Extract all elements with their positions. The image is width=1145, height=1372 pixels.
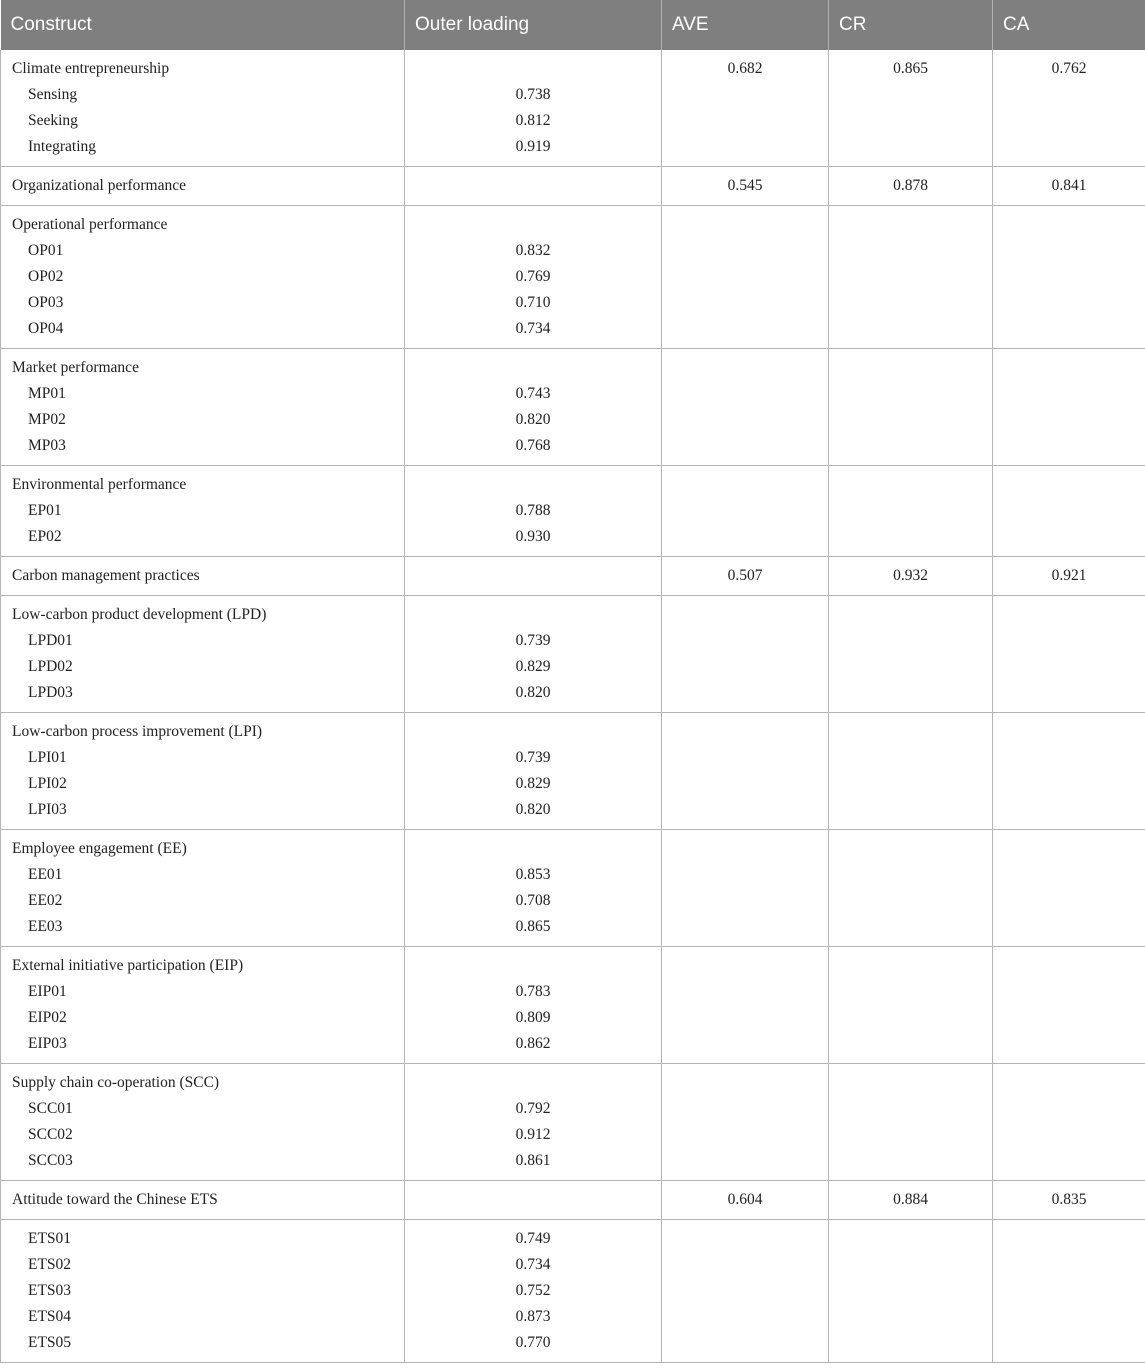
indicator-name: EIP03 — [28, 1035, 67, 1052]
ave-value — [662, 602, 828, 628]
cr-value — [829, 602, 992, 628]
indicator-name: ETS03 — [28, 1282, 72, 1299]
indicator-name: EE01 — [28, 866, 63, 883]
cr-value — [829, 212, 992, 238]
ca-cell — [993, 557, 1145, 596]
ca-value — [993, 719, 1145, 745]
ca-value: 0.762 — [1051, 60, 1087, 77]
outer-loading-cell — [405, 596, 662, 713]
construct-name: Operational performance — [12, 216, 168, 233]
ave-value — [662, 355, 828, 381]
ca-cell — [993, 466, 1145, 557]
outer-loading-cell — [405, 206, 662, 349]
ave-value: 0.604 — [727, 1191, 763, 1208]
spacer — [405, 719, 661, 745]
ca-value — [993, 953, 1145, 979]
spacer — [405, 173, 661, 199]
indicator-name: LPI02 — [28, 775, 67, 792]
ca-value: 0.841 — [1051, 177, 1087, 194]
spacer — [405, 1187, 661, 1213]
indicator-name: SCC03 — [28, 1152, 73, 1169]
ca-value — [993, 602, 1145, 628]
outer-loading-value: 0.820 — [515, 411, 551, 428]
ave-cell — [662, 557, 829, 596]
ave-value — [662, 472, 828, 498]
indicator-name: EIP01 — [28, 983, 67, 1000]
construct-cell — [1, 349, 405, 466]
outer-loading-value: 0.930 — [515, 528, 551, 545]
ca-cell — [993, 167, 1145, 206]
ca-cell — [993, 947, 1145, 1064]
cr-value: 0.878 — [893, 177, 928, 194]
cr-cell — [829, 50, 993, 167]
ca-cell — [993, 206, 1145, 349]
spacer — [405, 472, 661, 498]
outer-loading-cell — [405, 947, 662, 1064]
ave-cell — [662, 167, 829, 206]
outer-loading-value: 0.749 — [515, 1230, 551, 1247]
ave-value: 0.507 — [727, 567, 763, 584]
outer-loading-value: 0.770 — [515, 1334, 551, 1351]
ave-cell — [662, 1181, 829, 1220]
construct-name: Carbon management practices — [12, 567, 200, 584]
cr-cell — [829, 349, 993, 466]
header-ca: CA — [993, 0, 1145, 50]
cr-value — [829, 472, 992, 498]
ca-value — [993, 212, 1145, 238]
outer-loading-cell — [405, 466, 662, 557]
construct-cell — [1, 50, 405, 167]
cr-cell — [829, 206, 993, 349]
cr-cell — [829, 1064, 993, 1181]
indicator-name: LPD03 — [28, 684, 73, 701]
ave-value: 0.682 — [727, 60, 763, 77]
table-row — [1, 50, 1145, 167]
ave-cell — [662, 947, 829, 1064]
ave-value — [662, 836, 828, 862]
ca-cell — [993, 50, 1145, 167]
construct-name: Attitude toward the Chinese ETS — [12, 1191, 218, 1208]
table-header — [1, 0, 1145, 50]
table-row — [1, 596, 1145, 713]
ave-cell — [662, 206, 829, 349]
outer-loading-value: 0.739 — [515, 749, 551, 766]
construct-cell — [1, 557, 405, 596]
construct-cell — [1, 713, 405, 830]
outer-loading-value: 0.832 — [515, 242, 551, 259]
cr-value: 0.884 — [893, 1191, 928, 1208]
ca-value — [993, 836, 1145, 862]
ca-cell — [993, 596, 1145, 713]
construct-name: Market performance — [12, 359, 139, 376]
cr-value — [829, 1226, 992, 1252]
ave-value: 0.545 — [727, 177, 763, 194]
ca-value — [993, 472, 1145, 498]
indicator-name: EP02 — [28, 528, 62, 545]
outer-loading-value: 0.809 — [515, 1009, 551, 1026]
outer-loading-value: 0.919 — [515, 138, 551, 155]
indicator-name: MP01 — [28, 385, 66, 402]
cr-cell — [829, 1181, 993, 1220]
outer-loading-value: 0.769 — [515, 268, 551, 285]
ca-cell — [993, 830, 1145, 947]
header-construct: Construct — [1, 0, 405, 50]
construct-name: Employee engagement (EE) — [12, 840, 187, 857]
outer-loading-cell — [405, 713, 662, 830]
outer-loading-cell — [405, 1064, 662, 1181]
cr-cell — [829, 947, 993, 1064]
construct-cell — [1, 596, 405, 713]
ave-value — [662, 1070, 828, 1096]
outer-loading-value: 0.708 — [515, 892, 551, 909]
indicator-name: OP03 — [28, 294, 64, 311]
outer-loading-cell — [405, 1181, 662, 1220]
indicator-name: MP02 — [28, 411, 66, 428]
outer-loading-value: 0.853 — [515, 866, 551, 883]
cr-value: 0.932 — [893, 567, 928, 584]
outer-loading-value: 0.710 — [515, 294, 551, 311]
spacer — [405, 836, 661, 862]
outer-loading-value: 0.912 — [515, 1126, 551, 1143]
indicator-name: ETS04 — [28, 1308, 72, 1325]
construct-cell — [1, 947, 405, 1064]
indicator-name: LPD02 — [28, 658, 73, 675]
cr-value — [829, 355, 992, 381]
spacer — [405, 953, 661, 979]
outer-loading-cell — [405, 349, 662, 466]
table-body — [1, 50, 1145, 1363]
table-row — [1, 557, 1145, 596]
indicator-name: LPI03 — [28, 801, 67, 818]
header-cr: CR — [829, 0, 993, 50]
ave-cell — [662, 1220, 829, 1363]
construct-name: Low-carbon product development (LPD) — [12, 606, 267, 623]
ave-cell — [662, 466, 829, 557]
ca-cell — [993, 1220, 1145, 1363]
construct-cell — [1, 1220, 405, 1363]
construct-cell — [1, 206, 405, 349]
table-row — [1, 349, 1145, 466]
outer-loading-cell — [405, 167, 662, 206]
outer-loading-cell — [405, 557, 662, 596]
outer-loading-cell — [405, 830, 662, 947]
indicator-name: ETS01 — [28, 1230, 72, 1247]
indicator-name: OP01 — [28, 242, 64, 259]
outer-loading-value: 0.862 — [515, 1035, 551, 1052]
outer-loading-cell — [405, 50, 662, 167]
cr-value — [829, 953, 992, 979]
construct-name: External initiative participation (EIP) — [12, 957, 244, 974]
spacer — [405, 1070, 661, 1096]
cr-cell — [829, 1220, 993, 1363]
outer-loading-value: 0.820 — [515, 684, 551, 701]
ca-cell — [993, 349, 1145, 466]
cr-value — [829, 1070, 992, 1096]
indicator-name: MP03 — [28, 437, 66, 454]
cr-value: 0.865 — [893, 60, 928, 77]
cr-cell — [829, 557, 993, 596]
indicator-name: Seeking — [28, 112, 78, 129]
outer-loading-value: 0.812 — [515, 112, 551, 129]
cr-cell — [829, 596, 993, 713]
indicator-name: EE03 — [28, 918, 63, 935]
table-row — [1, 947, 1145, 1064]
spacer — [405, 602, 661, 628]
construct-cell — [1, 167, 405, 206]
outer-loading-value: 0.734 — [515, 1256, 551, 1273]
indicator-name: OP04 — [28, 320, 64, 337]
indicator-name: Sensing — [28, 86, 78, 103]
table-row — [1, 466, 1145, 557]
table-row — [1, 1181, 1145, 1220]
indicator-name: SCC02 — [28, 1126, 73, 1143]
ca-value: 0.835 — [1051, 1191, 1087, 1208]
outer-loading-value: 0.768 — [515, 437, 551, 454]
cr-cell — [829, 713, 993, 830]
spacer — [405, 563, 661, 589]
outer-loading-value: 0.820 — [515, 801, 551, 818]
ave-value — [662, 212, 828, 238]
indicator-name: EE02 — [28, 892, 63, 909]
construct-cell — [1, 466, 405, 557]
table-row — [1, 713, 1145, 830]
indicator-name: LPI01 — [28, 749, 67, 766]
ave-cell — [662, 830, 829, 947]
construct-cell — [1, 1064, 405, 1181]
construct-name: Organizational performance — [12, 177, 187, 194]
construct-cell — [1, 1181, 405, 1220]
outer-loading-value: 0.783 — [515, 983, 551, 1000]
ave-value — [662, 1226, 828, 1252]
ave-value — [662, 719, 828, 745]
cr-cell — [829, 466, 993, 557]
outer-loading-value: 0.865 — [515, 918, 551, 935]
ca-cell — [993, 1181, 1145, 1220]
indicator-name: LPD01 — [28, 632, 73, 649]
construct-name: Supply chain co-operation (SCC) — [12, 1074, 220, 1091]
indicator-name: EP01 — [28, 502, 62, 519]
outer-loading-value: 0.739 — [515, 632, 551, 649]
cr-cell — [829, 167, 993, 206]
outer-loading-value: 0.743 — [515, 385, 551, 402]
ave-cell — [662, 1064, 829, 1181]
table-row — [1, 1064, 1145, 1181]
construct-name: Climate entrepreneurship — [12, 60, 170, 77]
header-outer-loading: Outer loading — [405, 0, 662, 50]
ca-value — [993, 1070, 1145, 1096]
cr-value — [829, 719, 992, 745]
ave-cell — [662, 596, 829, 713]
cr-cell — [829, 830, 993, 947]
ca-cell — [993, 713, 1145, 830]
indicator-name: SCC01 — [28, 1100, 73, 1117]
table-row — [1, 830, 1145, 947]
indicator-name: OP02 — [28, 268, 64, 285]
outer-loading-value: 0.829 — [515, 658, 551, 675]
spacer — [405, 56, 661, 82]
table-row — [1, 167, 1145, 206]
table-row — [1, 1220, 1145, 1363]
outer-loading-value: 0.752 — [515, 1282, 551, 1299]
construct-name: Low-carbon process improvement (LPI) — [12, 723, 263, 740]
outer-loading-value: 0.873 — [515, 1308, 551, 1325]
spacer — [405, 212, 661, 238]
ave-cell — [662, 349, 829, 466]
header-ave: AVE — [662, 0, 829, 50]
construct-name: Environmental performance — [12, 476, 187, 493]
indicator-name: EIP02 — [28, 1009, 67, 1026]
outer-loading-value: 0.861 — [515, 1152, 551, 1169]
indicator-name: Integrating — [28, 138, 97, 155]
ca-value: 0.921 — [1051, 567, 1087, 584]
construct-cell — [1, 830, 405, 947]
cr-value — [829, 836, 992, 862]
ca-value — [993, 355, 1145, 381]
outer-loading-value: 0.788 — [515, 502, 551, 519]
outer-loading-value: 0.738 — [515, 86, 551, 103]
ave-cell — [662, 713, 829, 830]
table-row — [1, 206, 1145, 349]
outer-loading-cell — [405, 1220, 662, 1363]
indicator-name: ETS02 — [28, 1256, 72, 1273]
ca-cell — [993, 1064, 1145, 1181]
outer-loading-value: 0.734 — [515, 320, 551, 337]
outer-loading-value: 0.829 — [515, 775, 551, 792]
ca-value — [993, 1226, 1145, 1252]
ave-cell — [662, 50, 829, 167]
spacer — [405, 355, 661, 381]
indicator-name: ETS05 — [28, 1334, 72, 1351]
ave-value — [662, 953, 828, 979]
outer-loading-value: 0.792 — [515, 1100, 551, 1117]
